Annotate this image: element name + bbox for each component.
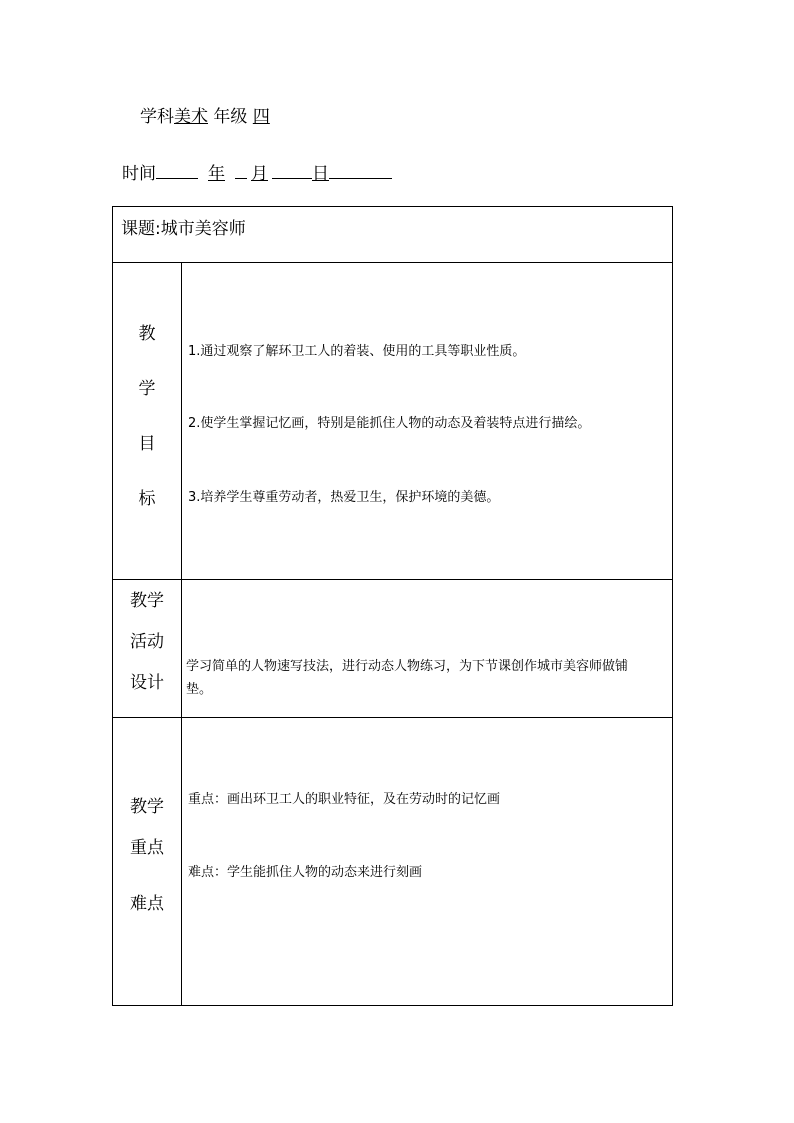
- activity-label-line: 活动: [130, 632, 164, 652]
- subject-value: 美术: [174, 107, 208, 127]
- difficulty-text: 难点：学生能抓住人物的动态来进行刻画: [188, 865, 423, 880]
- day-label: 日: [312, 164, 329, 184]
- focus-text: 重点：画出环卫工人的职业特征，及在劳动时的记忆画: [188, 792, 501, 807]
- activity-row: [113, 579, 672, 718]
- blank-field: [272, 161, 312, 179]
- activity-label-line: 设计: [130, 673, 164, 693]
- goals-label-char: 学: [138, 379, 156, 399]
- key-points-label-line: 难点: [130, 894, 164, 914]
- activity-label-cell: [113, 579, 182, 717]
- goal-item: 3.培养学生尊重劳动者，热爱卫生，保护环境的美德。: [188, 490, 500, 505]
- key-points-label-line: 教学: [130, 797, 164, 817]
- goals-label-char: 教: [138, 324, 156, 344]
- title-row: [113, 207, 672, 263]
- key-points-label-line: 重点: [130, 838, 164, 858]
- activity-text-line: 学习简单的人物速写技法，进行动态人物练习，为下节课创作城市美容师做铺: [186, 659, 629, 674]
- lesson-title: 课题:城市美容师: [121, 219, 246, 239]
- year-label: 年: [208, 164, 225, 184]
- subject-label: 学科: [140, 107, 174, 127]
- goals-row: [113, 262, 672, 580]
- key-points-label-cell: [113, 717, 182, 1005]
- time-label: 时间: [122, 164, 156, 184]
- blank-field: [156, 161, 198, 179]
- key-points-row: [113, 717, 672, 1005]
- goals-label-cell: [113, 262, 182, 579]
- activity-text-line: 垫。: [186, 682, 213, 697]
- goal-item: 2.使学生掌握记忆画，特别是能抓住人物的动态及着装特点进行描绘。: [188, 416, 591, 431]
- grade-label: 年级: [213, 107, 248, 127]
- activity-label-line: 教学: [130, 591, 164, 611]
- goals-label-char: 目: [138, 434, 156, 454]
- month-label: 月: [251, 164, 268, 184]
- goal-item: 1.通过观察了解环卫工人的着装、使用的工具等职业性质。: [188, 344, 526, 359]
- blank-field: [235, 161, 247, 179]
- grade-value: 四: [252, 107, 270, 127]
- activity-content-cell: [182, 579, 672, 717]
- lesson-table: [112, 206, 673, 1006]
- goals-content-cell: [182, 262, 672, 579]
- subject-grade-line: [140, 106, 270, 128]
- key-points-content-cell: [182, 717, 672, 1005]
- blank-field: [329, 161, 392, 179]
- date-line: [122, 161, 392, 185]
- goals-label-char: 标: [138, 489, 156, 509]
